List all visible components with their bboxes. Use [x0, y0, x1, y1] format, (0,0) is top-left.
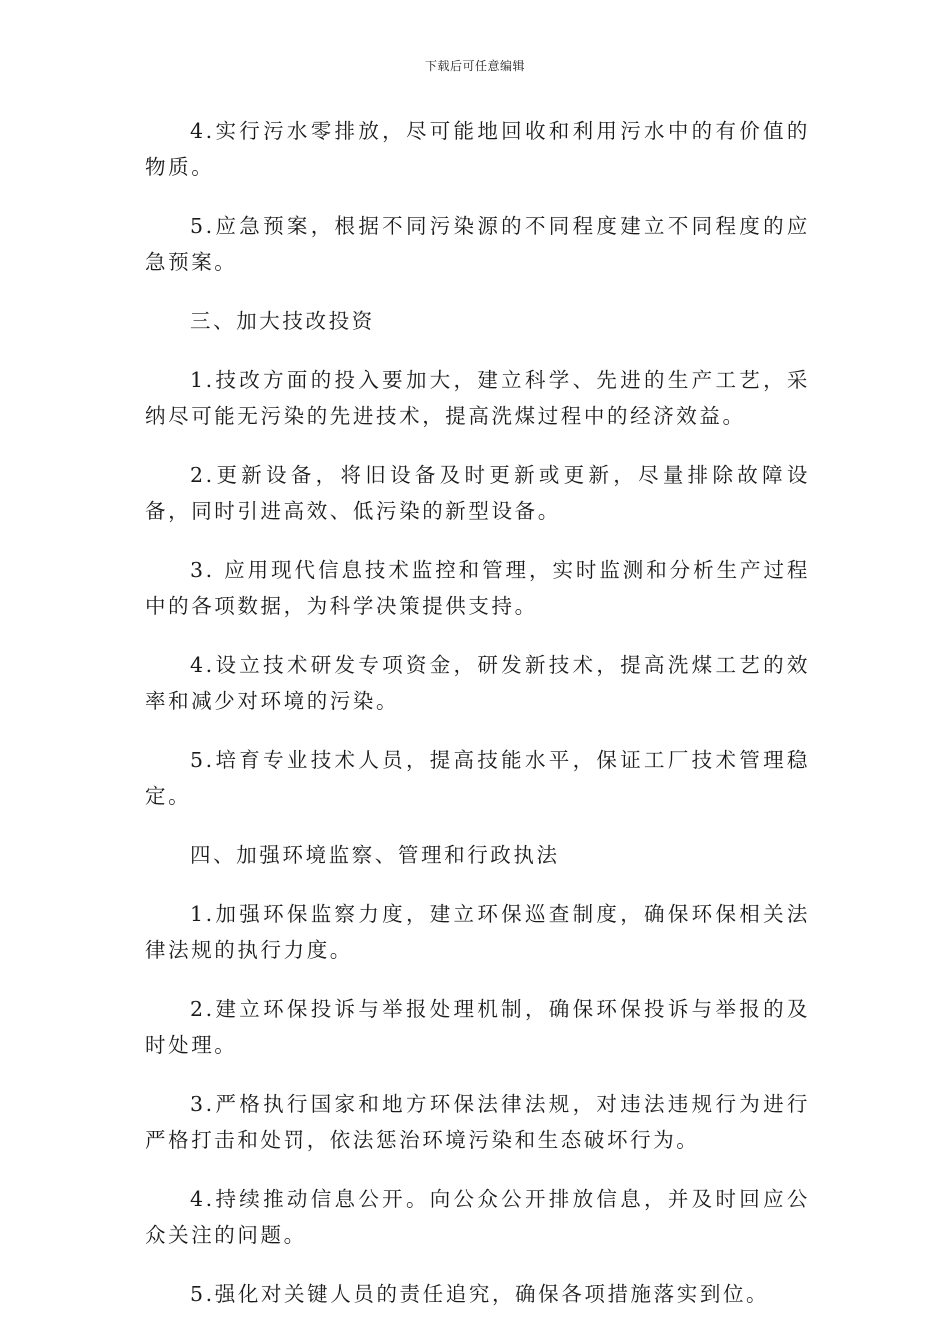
- paragraph-item-5-training: 5.培育专业技术人员，提高技能水平，保证工厂技术管理稳定。: [145, 748, 810, 808]
- section-heading-3: 三、加大技改投资: [190, 309, 375, 333]
- paragraph-item-3-enforcement: 3.严格执行国家和地方环保法律法规，对违法违规行为进行严格打击和处罚，依法惩治环境污染和生态破坏行为。: [145, 1092, 810, 1152]
- paragraph-item-1-investment: 1.技改方面的投入要加大，建立科学、先进的生产工艺，采纳尽可能无污染的先进技术，提高洗煤过程中的经济效益。: [145, 368, 810, 428]
- paragraph-item-2-equipment: 2.更新设备，将旧设备及时更新或更新，尽量排除故障设备，同时引进高效、低污染的新型设备。: [145, 463, 810, 523]
- paragraph-item-1-supervision: 1.加强环保监察力度，建立环保巡查制度，确保环保相关法律法规的执行力度。: [145, 902, 810, 962]
- paragraph-item-2-complaints: 2.建立环保投诉与举报处理机制，确保环保投诉与举报的及时处理。: [145, 997, 810, 1057]
- paragraph-item-4-wastewater: 4.实行污水零排放，尽可能地回收和利用污水中的有价值的物质。: [145, 119, 810, 179]
- paragraph-item-5-emergency-plan: 5.应急预案，根据不同污染源的不同程度建立不同程度的应急预案。: [145, 214, 810, 274]
- section-heading-4: 四、加强环境监察、管理和行政执法: [190, 843, 560, 867]
- paragraph-item-4-rd-fund: 4.设立技术研发专项资金，研发新技术，提高洗煤工艺的效率和减少对环境的污染。: [145, 653, 810, 713]
- document-body: [145, 113, 810, 1335]
- paragraph-item-3-it-monitoring: 3. 应用现代信息技术监控和管理，实时监测和分析生产过程中的各项数据，为科学决策提供支持。: [145, 558, 810, 618]
- page-header-note: 下载后可任意编辑: [424, 59, 525, 73]
- paragraph-item-4-disclosure: 4.持续推动信息公开。向公众公开排放信息，并及时回应公众关注的问题。: [145, 1187, 810, 1247]
- paragraph-item-5-accountability: 5.强化对关键人员的责任追究，确保各项措施落实到位。: [190, 1282, 770, 1306]
